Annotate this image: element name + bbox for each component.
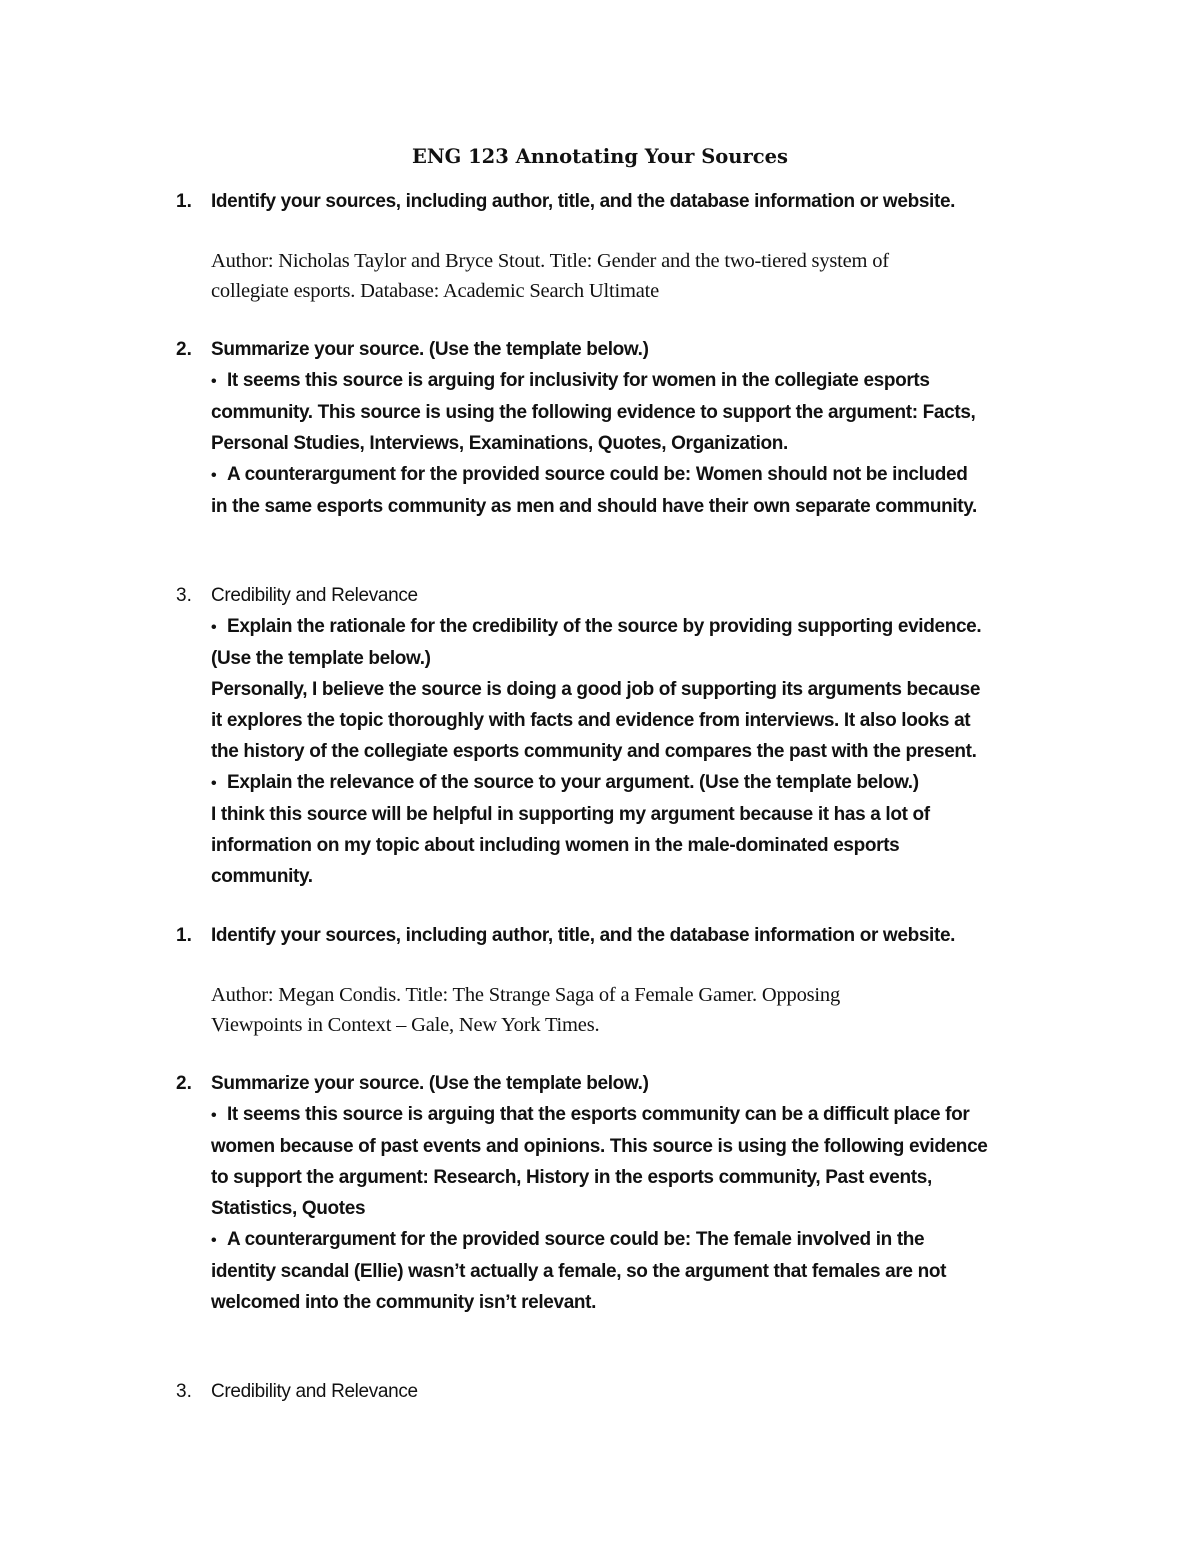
answer-line: information on my topic about including women in the male-dominated esports <box>211 835 900 856</box>
summary-line: women because of past events and opinions. This source is using the following evidence <box>211 1136 988 1157</box>
answer-line: Personally, I believe the source is doing a good job of supporting its arguments because <box>211 679 981 700</box>
summary-line: in the same esports community as men and should have their own separate community. <box>211 496 977 517</box>
question-summarize-source <box>211 1068 1071 1318</box>
bullet-text: A counterargument for the provided source could be: The female involved in the <box>227 1229 925 1250</box>
question-number-3: 3. <box>176 585 192 606</box>
credibility-relevance-answer <box>211 611 1071 892</box>
answer-line: Viewpoints in Context – Gale, New York Times. <box>211 1014 600 1036</box>
bullet-icon: • <box>211 467 217 484</box>
question-text: Identify your sources, including author, title, and the database information or website. <box>211 191 956 212</box>
question-text: Summarize your source. (Use the template below.) <box>211 1073 649 1094</box>
bullet-text: Explain the relevance of the source to your argument. (Use the template below.) <box>227 772 919 793</box>
question-number-1: 1. <box>176 191 192 212</box>
bullet-line <box>211 1224 1071 1256</box>
bullet-icon: • <box>211 1107 217 1124</box>
bullet-line <box>211 767 1071 799</box>
question-credibility-relevance <box>211 580 1071 611</box>
bullet-icon: • <box>211 619 217 636</box>
bullet-line <box>211 365 1071 397</box>
source-citation-answer <box>211 246 1071 306</box>
answer-line: (Use the template below.) <box>211 648 431 669</box>
answer-line: it explores the topic thoroughly with facts and evidence from interviews. It also looks at <box>211 710 971 731</box>
question-text: Identify your sources, including author, title, and the database information or website. <box>211 925 956 946</box>
question-number-2: 2. <box>176 1073 192 1094</box>
question-text: Credibility and Relevance <box>211 585 418 606</box>
bullet-icon: • <box>211 1232 217 1249</box>
bullet-text: A counterargument for the provided source could be: Women should not be included <box>227 464 968 485</box>
question-identify-sources <box>211 186 1071 217</box>
bullet-line <box>211 459 1071 491</box>
summary-line: Statistics, Quotes <box>211 1198 366 1219</box>
bullet-text: It seems this source is arguing that the esports community can be a difficult place for <box>227 1104 970 1125</box>
summary-line: Personal Studies, Interviews, Examinations, Quotes, Organization. <box>211 433 788 454</box>
question-text: Summarize your source. (Use the template below.) <box>211 339 649 360</box>
answer-line: Author: Megan Condis. Title: The Strange Saga of a Female Gamer. Opposing <box>211 984 840 1006</box>
summary-line: welcomed into the community isn’t relevant. <box>211 1292 597 1313</box>
document-title: ENG 123 Annotating Your Sources <box>411 145 789 168</box>
bullet-icon: • <box>211 373 217 390</box>
answer-line: I think this source will be helpful in supporting my argument because it has a lot of <box>211 804 930 825</box>
summary-line: community. This source is using the following evidence to support the argument: Facts, <box>211 402 976 423</box>
question-credibility-relevance <box>211 1376 1071 1407</box>
summary-line: to support the argument: Research, History in the esports community, Past events, <box>211 1167 932 1188</box>
question-text: Credibility and Relevance <box>211 1381 418 1402</box>
answer-line: collegiate esports. Database: Academic Search Ultimate <box>211 280 659 302</box>
question-summarize-source <box>211 334 1071 522</box>
bullet-icon: • <box>211 775 217 792</box>
bullet-line <box>211 611 1071 643</box>
bullet-text: Explain the rationale for the credibility of the source by providing supporting evidence. <box>227 616 982 637</box>
bullet-text: It seems this source is arguing for inclusivity for women in the collegiate esports <box>227 370 930 391</box>
question-number-3: 3. <box>176 1381 192 1402</box>
answer-line: the history of the collegiate esports community and compares the past with the present. <box>211 741 977 762</box>
source-citation-answer <box>211 980 1071 1040</box>
question-number-1: 1. <box>176 925 192 946</box>
summary-line: identity scandal (Ellie) wasn’t actually a female, so the argument that females are not <box>211 1261 947 1282</box>
bullet-line <box>211 1099 1071 1131</box>
question-number-2: 2. <box>176 339 192 360</box>
answer-line: community. <box>211 866 313 887</box>
answer-line: Author: Nicholas Taylor and Bryce Stout. Title: Gender and the two-tiered system of <box>211 250 889 272</box>
question-identify-sources <box>211 920 1071 951</box>
